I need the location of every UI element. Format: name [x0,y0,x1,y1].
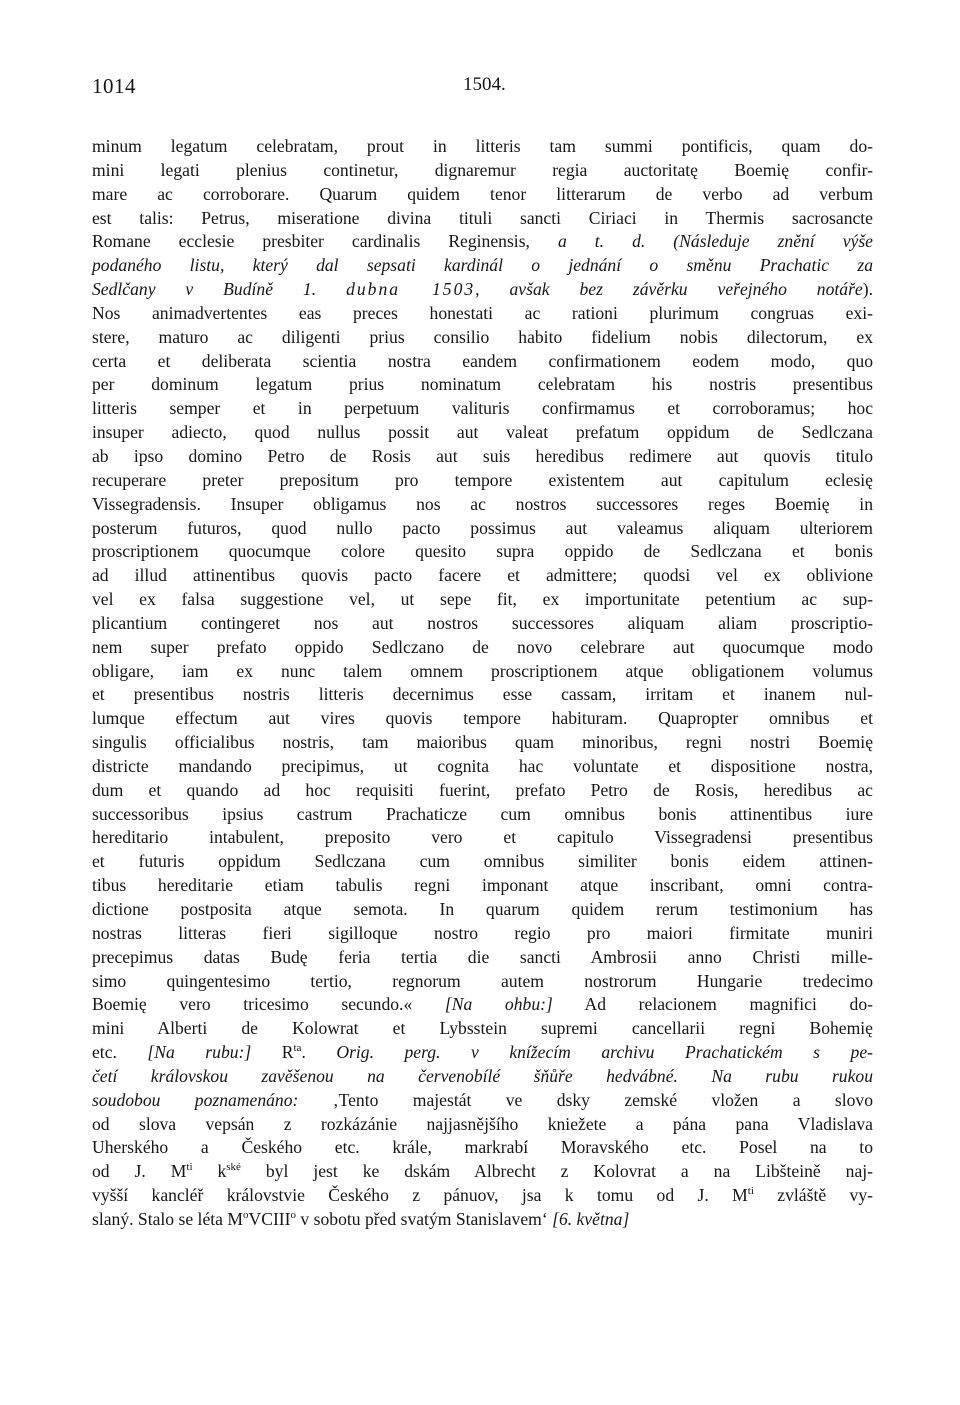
text-line [92,707,873,731]
text-line [92,660,873,684]
text-line [92,683,873,707]
text-segment: litteris semper et in perpetuum valituris confirmamus et corroboramus; hoc [92,398,873,419]
text-segment: Romane ecclesie presbiter cardinalis Reginensis, [92,231,558,252]
text-line [92,1089,873,1113]
italic-note-segment: , avšak bez závěrku veřejného notáře [475,279,863,300]
text-line [92,588,873,612]
text-line [92,850,873,874]
text-segment: ab ipso domino Petro de Rosis aut suis heredibus redimere aut quovis titulo [92,445,873,466]
text-segment: simo quingentesimo tertio, regnorum autem nostrorum Hungarie tredecimo [92,970,873,991]
text-segment: Boemię vero tricesimo secundo.« [92,994,445,1015]
text-segment: per dominum legatum prius nominatum celebratam his nostris presentibus [92,374,873,395]
text-line [92,993,873,1017]
text-segment: od slova vepsán z rozkázánie najjasnějšího kniežete a pána pana Vladislava [92,1113,873,1134]
text-segment: slaný. Stalo se léta M [92,1208,243,1229]
text-segment: mini Alberti de Kolowrat et Lybsstein supremi cancellarii regni Bohemię [92,1018,873,1039]
text-line [92,1017,873,1041]
text-line [92,1113,873,1137]
text-line [92,469,873,493]
text-segment: lumque effectum aut vires quovis tempore habituram. Quapropter omnibus et [92,708,873,729]
text-segment: R [251,1042,294,1063]
page-number: 1014 [92,74,136,98]
text-segment: vel ex falsa suggestione vel, ut sepe fit, ex importunitate petentium ac sup- [92,589,873,610]
text-line [92,970,873,994]
text-line [92,779,873,803]
text-segment: certa et deliberata scientia nostra eandem confirmationem eodem modo, quo [92,350,873,371]
italic-note-segment: Orig. perg. v knížecím archivu Prachatickém s pe- [336,1042,873,1063]
superscript-abbreviation: ti [186,1161,193,1174]
superscript-abbreviation: ta [293,1042,302,1055]
text-line [92,898,873,922]
text-line [92,397,873,421]
italic-note-segment: [Na ohbu:] [444,994,553,1015]
text-line [92,636,873,660]
text-line [92,731,873,755]
text-line [92,1208,873,1232]
text-segment: successoribus ipsius castrum Prachaticze cum omnibus bonis attinentibus iure [92,803,873,824]
text-segment: dum et quando ad hoc requisiti fuerint, prefato Petro de Rosis, heredibus ac [92,779,873,800]
text-segment: Nos animadvertentes eas preces honestati ac rationi plurimum congruas exi- [92,302,873,323]
text-segment: ). [862,279,873,300]
text-line [92,564,873,588]
italic-note-segment: [Na rubu:] [147,1042,252,1063]
italic-note-segment: [6. května] [552,1208,630,1229]
text-segment: et presentibus nostris litteris decernimus esse cassam, irritam et inanem nul- [92,684,873,705]
text-line [92,540,873,564]
text-line [92,826,873,850]
text-line [92,612,873,636]
text-segment: dictione postposita atque semota. In quarum quidem rerum testimonium has [92,899,873,919]
text-line [92,326,873,350]
text-segment: est talis: Petrus, miseratione divina tituli sancti Ciriaci in Thermis sacrosancte [92,207,873,228]
text-segment: districte mandando precipimus, ut cognita hac voluntate et dispositione nostra, [92,755,873,776]
text-line [92,922,873,946]
text-line [92,1065,873,1089]
text-segment: obligare, iam ex nunc talem omnem proscriptionem atque obligationem volumus [92,660,873,681]
superscript-abbreviation: o [243,1209,249,1222]
text-segment: nem super prefato oppido Sedlczano de novo celebrare aut quocumque modo [92,636,873,657]
text-segment: minum legatum celebratam, prout in litteris tam summi pontificis, quam do- [92,136,873,156]
text-segment: mare ac corroborare. Quarum quidem tenor litterarum de verbo ad verbum [92,183,873,204]
text-segment: insuper adiecto, quod nullus possit aut valeat prefatum oppidum de Sedlczana [92,422,873,443]
text-segment: stere, maturo ac diligenti prius consilio habito fidelium nobis dilectorum, ex [92,326,873,347]
superscript-abbreviation: ské [226,1161,241,1174]
text-segment: proscriptionem quocumque colore quesito supra oppido de Sedlczana et bonis [92,541,873,562]
text-segment: etc. [92,1042,148,1063]
text-line [92,1041,873,1065]
text-line [92,135,873,159]
text-line [92,946,873,970]
text-line [92,1184,873,1208]
text-line [92,445,873,469]
italic-note-segment: a t. d. (Následuje znění výše [557,231,873,252]
text-segment: singulis officialibus nostris, tam maioribus quam minoribus, regni nostri Boemię [92,732,873,753]
text-segment: vyšší kancléř královstvie Českého z pánuov, jsa k tomu od J. M [92,1185,748,1206]
text-line [92,373,873,397]
text-segment: ad illud attinentibus quovis pacto facere et admittere; quodsi vel ex oblivione [92,565,873,586]
text-segment: k [192,1161,227,1182]
text-line [92,278,873,302]
text-line [92,517,873,541]
italic-note-segment: četí královskou zavěšenou na červenobílé šňůře hedvábné. Na rubu rukou [92,1065,873,1086]
superscript-abbreviation: o [290,1209,297,1222]
text-segment: hereditario intabulent, preposito vero et capitulo Vissegradensi presentibus [92,827,873,848]
text-line [92,254,873,278]
italic-note-segment: Sedlčany v Budíně 1. [92,279,347,300]
text-segment: v sobotu před svatým Stanislavem‘ [296,1208,553,1229]
text-segment: mini legati plenius continetur, dignaremur regia auctoritatę Boemię confir- [92,159,873,180]
italic-note-segment: soudobou poznamenáno: [92,1089,299,1110]
text-segment: plicantium contingeret nos aut nostros successores aliquam aliam proscriptio- [92,612,873,633]
text-line [92,230,873,254]
text-line [92,1160,873,1184]
text-line [92,803,873,827]
body-text [92,135,873,1232]
text-segment: . [301,1042,337,1063]
text-segment: Ad relacionem magnifici do- [552,994,873,1015]
text-segment: VCIII [248,1208,291,1229]
running-head-year: 1504. [463,74,506,95]
text-line [92,493,873,517]
text-line [92,874,873,898]
text-line [92,350,873,374]
text-line [92,183,873,207]
text-segment: ‚Tento majestát ve dsky zemské vložen a slovo [298,1089,873,1110]
text-segment: precepimus datas Budę feria tertia die sancti Ambrosii anno Christi mille- [92,946,873,967]
text-line [92,421,873,445]
text-segment: zvláště vy- [753,1185,873,1206]
text-segment: od J. M [92,1161,187,1182]
text-line [92,755,873,779]
text-segment: et futuris oppidum Sedlczana cum omnibus similiter bonis eidem attinen- [92,851,873,872]
text-segment: nostras litteras fieri sigilloque nostro regio pro maiori firmitate muniri [92,922,873,943]
text-line [92,207,873,231]
superscript-abbreviation: ti [747,1185,754,1198]
text-line [92,302,873,326]
text-segment: byl jest ke dskám Albrecht z Kolovrat a na Libšteině naj- [240,1161,873,1182]
text-segment: tibus hereditarie etiam tabulis regni imponant atque inscribant, omni contra- [92,875,873,896]
text-segment: recuperare preter prepositum pro tempore existentem aut capitulum eclesię [92,469,873,490]
text-line [92,1136,873,1160]
text-segment: Uherského a Českého etc. krále, markrabí Moravského etc. Posel na to [92,1137,873,1158]
italic-note-segment: podaného listu, který dal sepsati kardinál o jednání o směnu Prachatic za [92,255,873,276]
text-line [92,159,873,183]
italic-note-segment: dubna 1503 [346,279,476,300]
text-segment: posterum futuros, quod nullo pacto possimus aut valeamus aliquam ulteriorem [92,517,873,538]
text-segment: Vissegradensis. Insuper obligamus nos ac nostros successores reges Boemię in [92,493,873,514]
